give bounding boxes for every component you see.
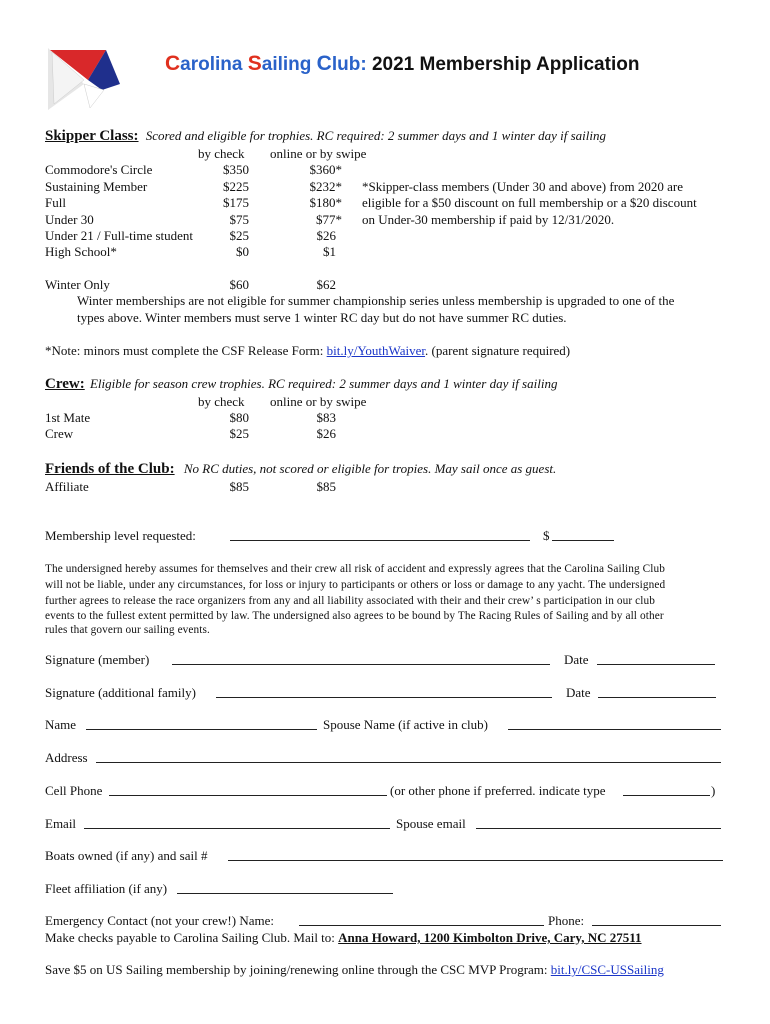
cell-phone-label: Cell Phone (45, 783, 103, 798)
minors-note-text: . (parent signature required) (425, 343, 571, 358)
signature-family-field[interactable] (216, 685, 552, 698)
club-logo (44, 44, 124, 114)
table-row-online: $77* (316, 212, 342, 227)
table-row-online: $85 (316, 479, 336, 494)
table-row-online: $180* (309, 195, 342, 210)
us-sailing-note (45, 962, 664, 978)
table-row-name: Full (45, 195, 66, 210)
date-field[interactable] (597, 652, 715, 665)
name-label: Name (45, 717, 77, 732)
mailing-address: Anna Howard, 1200 Kimbolton Drive, Cary, NC 27511 (338, 930, 642, 945)
spouse-name-label: Spouse Name (if active in club) (323, 717, 488, 732)
other-phone-field[interactable] (623, 783, 710, 796)
friends-section-header (45, 461, 556, 478)
fleet-label: Fleet affiliation (if any) (45, 881, 168, 896)
table-row-name: Under 21 / Full-time student (45, 228, 194, 243)
skipper-col-check: by check (198, 146, 245, 161)
spouse-email-label: Spouse email (396, 816, 466, 831)
cell-phone-field[interactable] (109, 783, 387, 796)
waiver-line: will not be liable, under any circumstances, for loss or injury to participants or others or loss or damage to any yacht. The undersigned (45, 579, 666, 591)
emergency-phone-field[interactable] (592, 913, 721, 926)
table-row-name: High School* (45, 244, 117, 259)
date-label: Date (564, 652, 589, 667)
table-row-online: $26 (316, 228, 336, 243)
note-line: on Under-30 membership if paid by 12/31/2020. (362, 212, 615, 227)
checks-payable-text: Make checks payable to Carolina Sailing Club. Mail to: (45, 930, 339, 945)
title-letter: C (165, 52, 181, 75)
close-paren: ) (711, 783, 716, 798)
crew-col-online: online or by swipe (270, 394, 367, 409)
youth-waiver-link[interactable]: bit.ly/YouthWaiver (326, 343, 426, 358)
other-phone-label: (or other phone if preferred. indicate type (390, 783, 606, 798)
minors-note-text: *Note: minors must complete the CSF Release Form: (45, 343, 327, 358)
crew-heading: Crew: (45, 376, 85, 392)
table-row-check: $80 (229, 410, 249, 425)
dollar-prefix: $ (543, 528, 550, 543)
skipper-description: Scored and eligible for trophies. RC required: 2 summer days and 1 winter day if sailing (145, 128, 607, 143)
winter-note: types above. Winter members must serve 1 winter RC day but do not have summer RC duties. (77, 310, 567, 325)
signature-family-label: Signature (additional family) (45, 685, 196, 700)
table-row-online: $360* (309, 162, 342, 177)
table-row-online: $26 (316, 426, 336, 441)
date-field[interactable] (598, 685, 716, 698)
table-row-check: $225 (223, 179, 249, 194)
friends-heading: Friends of the Club: (45, 461, 175, 477)
checks-payable-note (45, 930, 642, 946)
friends-description: No RC duties, not scored or eligible for tropies. May sail once as guest. (183, 461, 557, 476)
page-title (165, 52, 639, 76)
winter-row-online: $62 (316, 277, 336, 292)
date-label: Date (566, 685, 591, 700)
skipper-col-online: online or by swipe (270, 146, 367, 161)
waiver-line: events to the fullest extent permitted by law. The undersigned also agrees to be bound by The Racing Rules of Sailing and by all other (45, 610, 664, 622)
boats-field[interactable] (228, 848, 723, 861)
us-sailing-link[interactable]: bit.ly/CSC-USSailing (550, 962, 664, 977)
winter-note: Winter memberships are not eligible for summer championship series unless membership is upgraded to one of the (77, 293, 675, 308)
table-row-online: $1 (323, 244, 336, 259)
signature-member-label: Signature (member) (45, 652, 150, 667)
spouse-name-field[interactable] (508, 717, 721, 730)
winter-row-check: $60 (229, 277, 249, 292)
title-letter: C (316, 52, 332, 75)
boats-label: Boats owned (if any) and sail # (45, 848, 208, 863)
emergency-phone-label: Phone: (548, 913, 585, 928)
membership-level-label: Membership level requested: (45, 528, 196, 543)
table-row-check: $175 (223, 195, 249, 210)
title-rest: 2021 Membership Application (371, 54, 640, 75)
table-row-check: $75 (229, 212, 249, 227)
waiver-line: rules that govern our sailing events. (45, 624, 210, 636)
table-row-check: $25 (229, 426, 249, 441)
table-row-online: $83 (316, 410, 336, 425)
note-line: *Skipper-class members (Under 30 and above) from 2020 are (362, 179, 684, 194)
table-row-online: $232* (309, 179, 342, 194)
table-row-name: Crew (45, 426, 74, 441)
title-word: arolina (180, 54, 248, 75)
table-row-name: Sustaining Member (45, 179, 148, 194)
crew-section-header (45, 376, 557, 393)
skipper-heading: Skipper Class: (45, 128, 139, 144)
emergency-contact-label: Emergency Contact (not your crew!) Name: (45, 913, 274, 928)
table-row-check: $25 (229, 228, 249, 243)
name-field[interactable] (86, 717, 317, 730)
crew-col-check: by check (198, 394, 245, 409)
fleet-field[interactable] (177, 881, 393, 894)
address-label: Address (45, 750, 88, 765)
emergency-name-field[interactable] (299, 913, 544, 926)
note-line: eligible for a $50 discount on full membership or a $20 discount (362, 195, 697, 210)
winter-row-name: Winter Only (45, 277, 110, 292)
crew-description: Eligible for season crew trophies. RC required: 2 summer days and 1 winter day if sailing (89, 376, 558, 391)
waiver-line: The undersigned hereby assumes for themselves and their crew all risk of accident and expressly agrees that the Carolina Sailing Club (45, 563, 666, 575)
membership-level-field[interactable] (230, 528, 530, 541)
title-word: lub: (331, 54, 367, 75)
signature-member-field[interactable] (172, 652, 550, 665)
table-row-name: 1st Mate (45, 410, 91, 425)
skipper-section-header (45, 128, 606, 145)
table-row-name: Affiliate (45, 479, 89, 494)
title-letter: S (247, 52, 262, 75)
table-row-check: $0 (236, 244, 249, 259)
address-field[interactable] (96, 750, 721, 763)
title-word: ailing (261, 54, 317, 75)
email-field[interactable] (84, 816, 390, 829)
spouse-email-field[interactable] (476, 816, 721, 829)
table-row-name: Under 30 (45, 212, 94, 227)
waiver-line: further agrees to release the race organizers from any and all liability associated with their and their crew’ s participation in our club (45, 595, 655, 607)
email-label: Email (45, 816, 77, 831)
table-row-check: $350 (223, 162, 249, 177)
minors-note (45, 343, 570, 359)
membership-amount-field[interactable] (552, 528, 614, 541)
table-row-name: Commodore's Circle (45, 162, 153, 177)
us-sailing-text: Save $5 on US Sailing membership by joining/renewing online through the CSC MVP Program: (45, 962, 551, 977)
table-row-check: $85 (229, 479, 249, 494)
